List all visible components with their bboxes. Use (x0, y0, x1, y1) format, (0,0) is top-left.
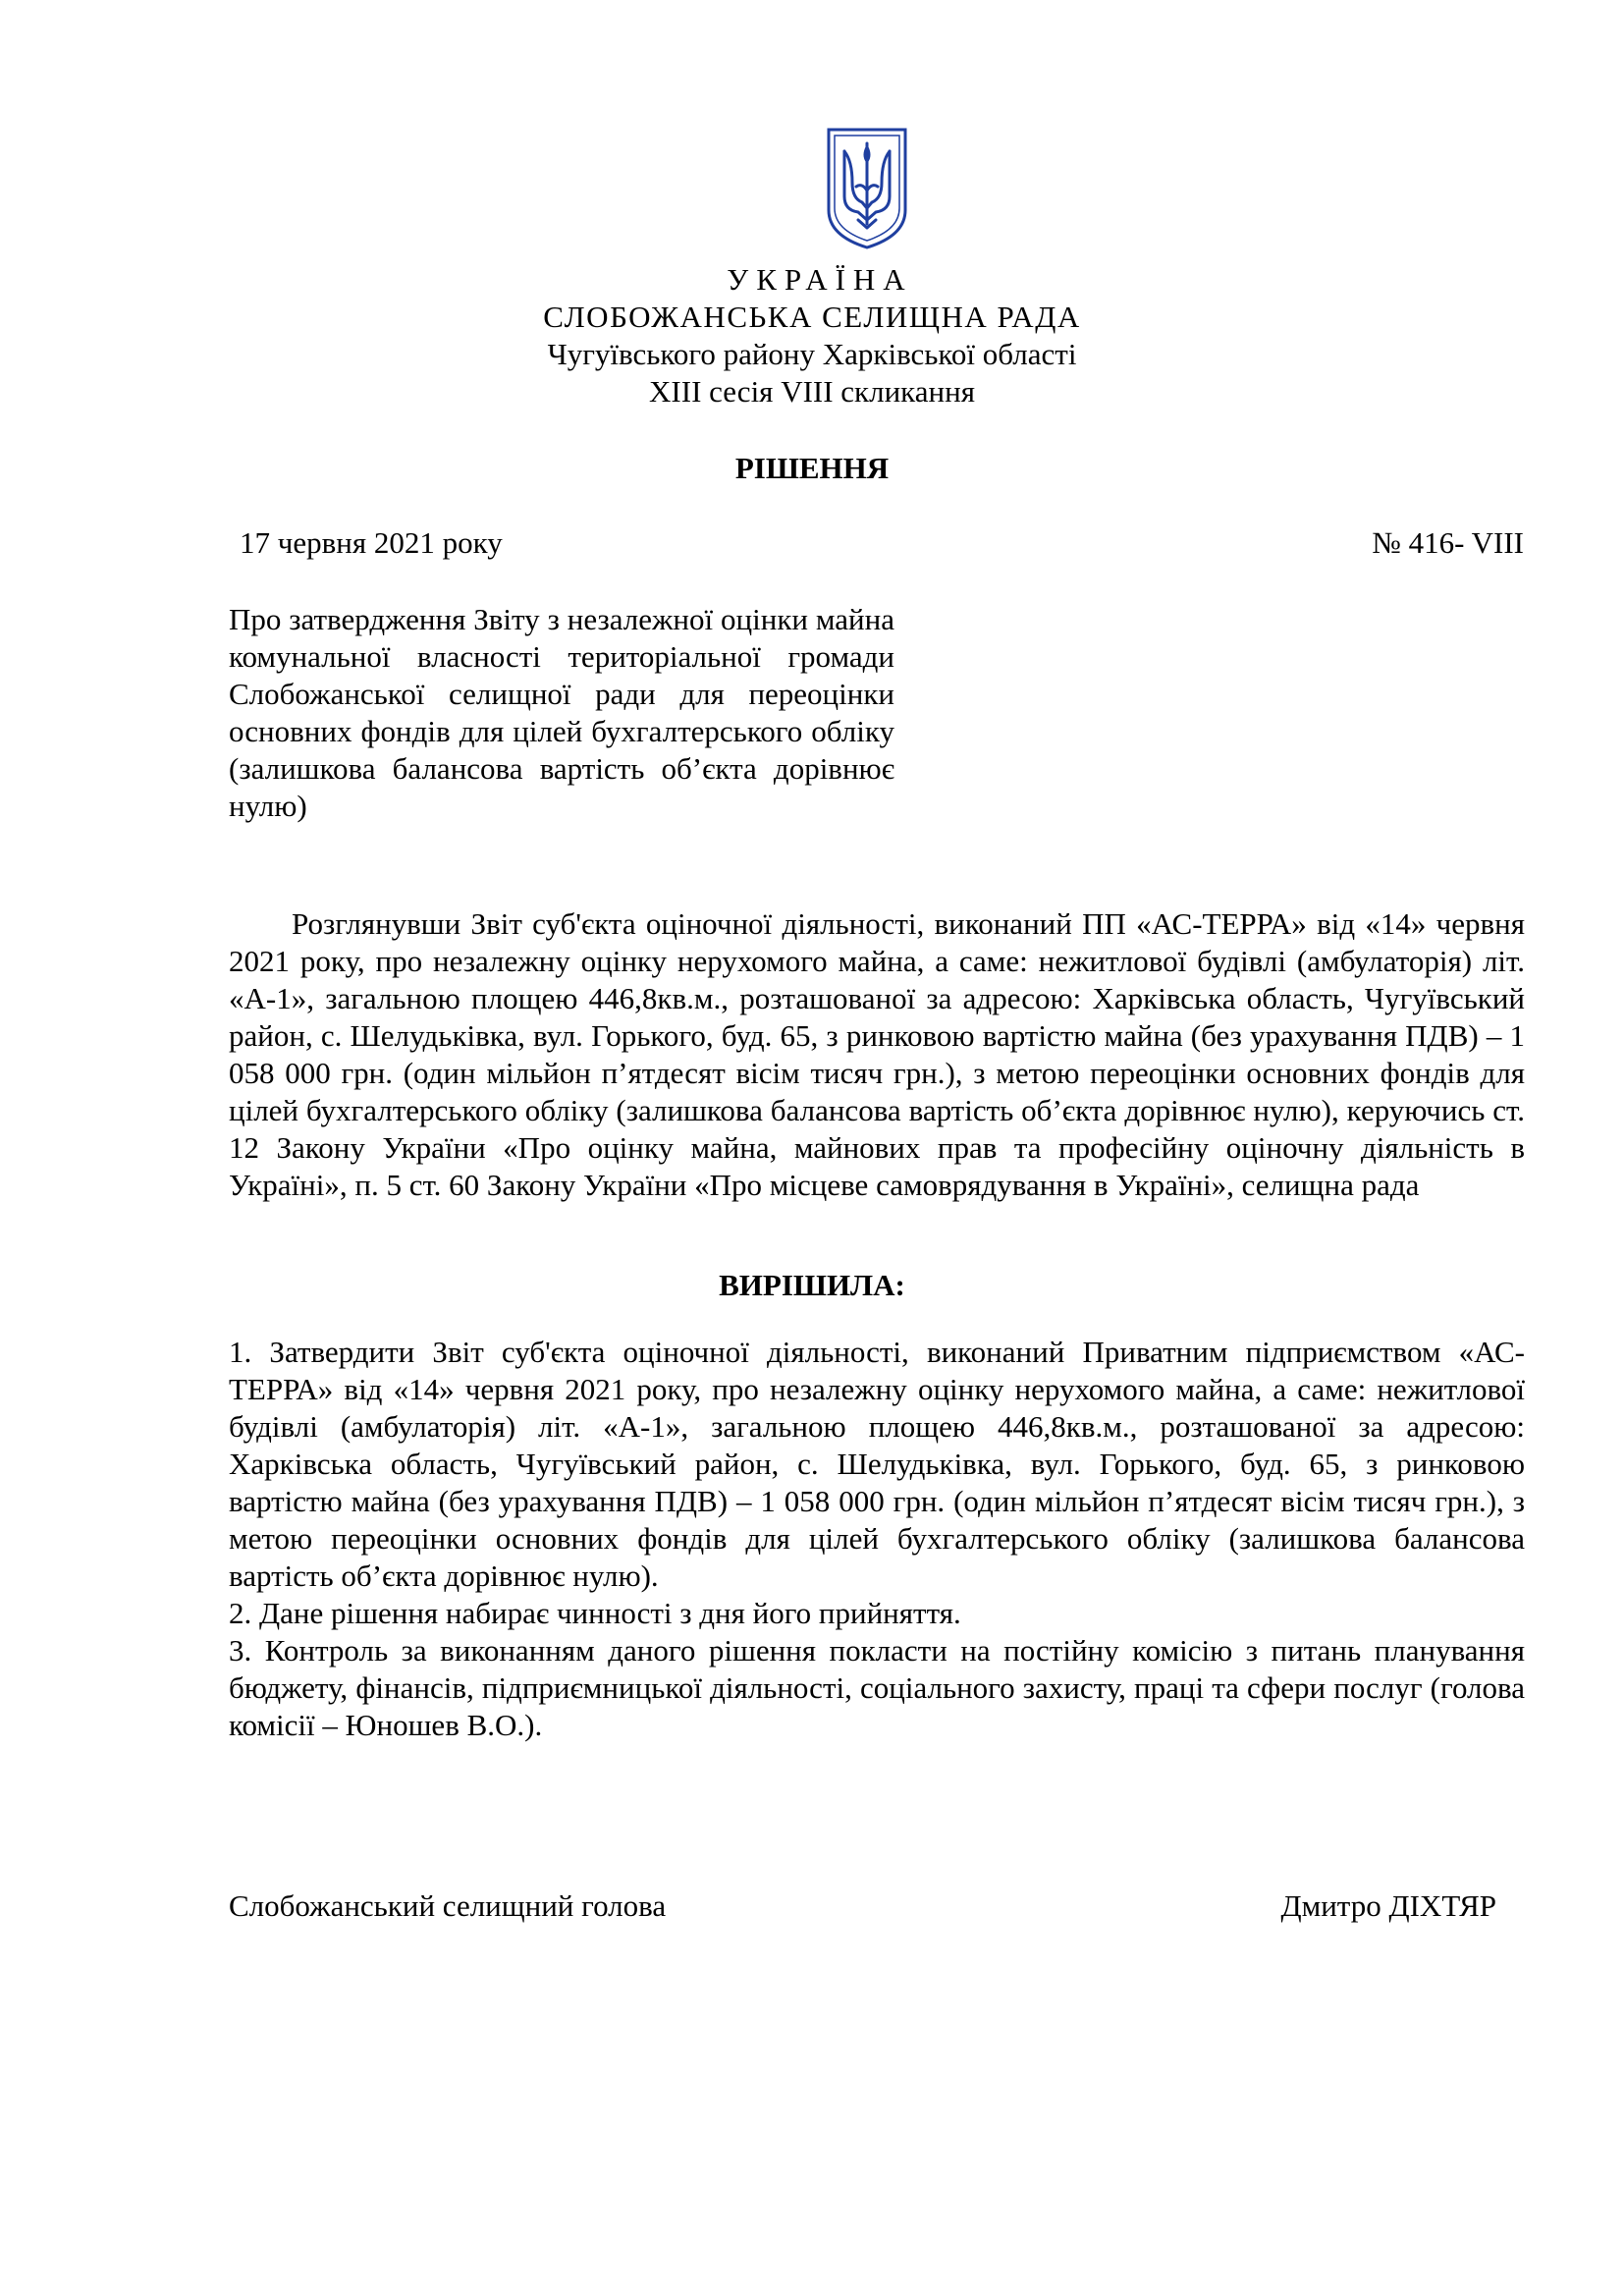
session-heading: XIII сесія VIII скликання (649, 374, 975, 409)
decision-date: 17 червня 2021 року (240, 525, 503, 560)
decision-item: 3. Контроль за виконанням даного рішення покласти на постійну комісію з питань планування бюджету, фінансів, підприємницької діяльності, соціального захисту, праці та сфери послуг (голова комісії – Юношев В.О.). (229, 1633, 1525, 1742)
preamble-paragraph: Розглянувши Звіт суб'єкта оціночної діяльності, виконаний ПП «АС-ТЕРРА» від «14» червня 2021 року, про незалежну оцінку нерухомого майна, а саме: нежитлової будівлі (амбулаторія) літ. «А-1», загальною площею 446,8кв.м., розташованої за адресою: Харківська область, Чугуївський район, с. Шелудьківка, вул. Горького, буд. 65, з ринковою вартістю майна (без урахування ПДВ) – 1 058 000 грн. (один мільйон п’ятдесят вісім тисяч грн.), з метою переоцінки основних фондів для цілей бухгалтерського обліку (залишкова балансова вартість об’єкта дорівнює нулю), керуючись ст. 12 Закону України «Про оцінку майна, майнових прав та професійну оціночну діяльність в Україні», п. 5 ст. 60 Закону України «Про місцеве самоврядування в Україні», селищна рада (229, 906, 1525, 1202)
decision-number: № 416- VIII (1372, 525, 1524, 560)
country-heading: УКРАЇНА (727, 262, 913, 297)
decision-items (229, 1334, 1525, 1744)
resolved-heading: ВИРІШИЛА: (719, 1268, 905, 1302)
decision-item: 1. Затвердити Звіт суб'єкта оціночної діяльності, виконаний Приватним підприємством «АС-ТЕРРА» від «14» червня 2021 року, про незалежну оцінку нерухомого майна, а саме: нежитлової будівлі (амбулаторія) літ. «А-1», загальною площею 446,8кв.м., розташованої за адресою: Харківська область, Чугуївський район, с. Шелудьківка, вул. Горького, буд. 65, з ринковою вартістю майна (без урахування ПДВ) – 1 058 000 грн. (один мільйон п’ятдесят вісім тисяч грн.), з метою переоцінки основних фондів для цілей бухгалтерського обліку (залишкова балансова вартість об’єкта дорівнює нулю). (229, 1335, 1525, 1593)
decision-item: 2. Дане рішення набирає чинності з дня його прийняття. (229, 1596, 961, 1630)
district-heading: Чугуївського району Харківської області (547, 337, 1077, 371)
signatory-role: Слобожанський селищний голова (229, 1888, 667, 1923)
decision-subject: Про затвердження Звіту з незалежної оцінки майна комунальної власності територіальної громади Слобожанської селищної ради для переоцінки основних фондів для цілей бухгалтерського обліку (залишкова балансова вартість об’єкта дорівнює нулю) (229, 602, 894, 823)
document-title: РІШЕННЯ (734, 451, 890, 485)
signatory-name: Дмитро ДІХТЯР (1280, 1888, 1496, 1923)
council-heading: СЛОБОЖАНСЬКА СЕЛИЩНА РАДА (543, 300, 1081, 334)
ukraine-coat-of-arms-icon (823, 126, 911, 251)
